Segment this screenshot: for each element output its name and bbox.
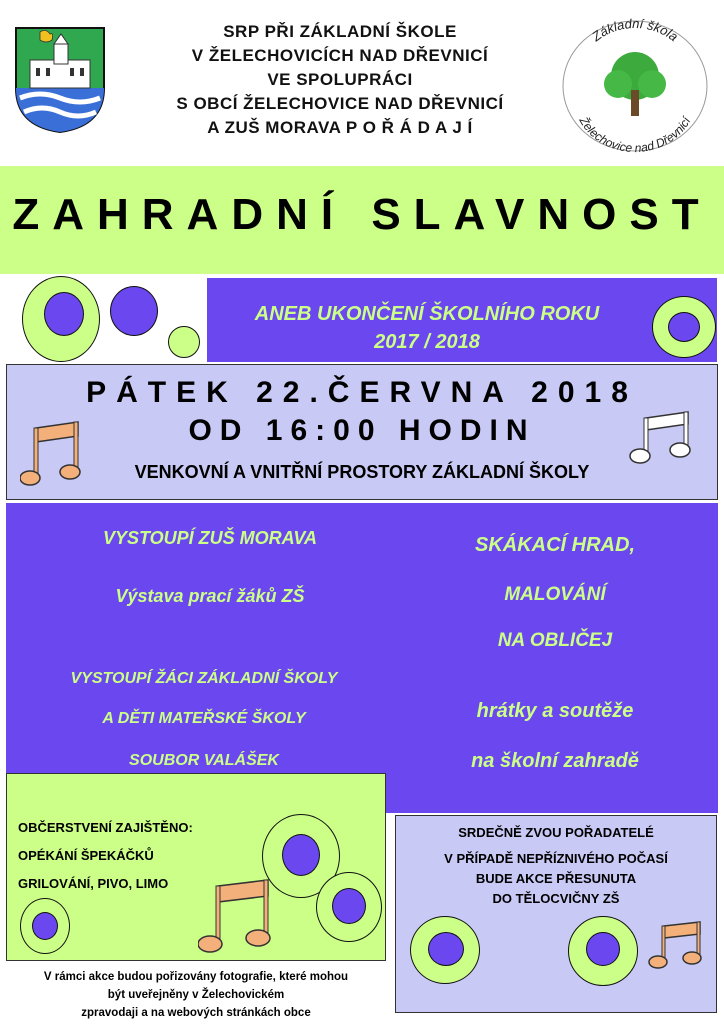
photo-notice: [6, 968, 386, 1022]
decor-circle: [332, 888, 366, 924]
music-note-icon: [20, 420, 86, 492]
organizer-line: A ZUŠ MORAVA P O Ř Á D A J Í: [207, 118, 473, 137]
music-note-icon: [198, 878, 274, 960]
organizers-block: [120, 20, 560, 140]
program-item: SOUBOR VALÁŠEK: [129, 752, 279, 769]
program-item: na školní zahradě: [471, 750, 639, 772]
refreshments-item: GRILOVÁNÍ, PIVO, LIMO: [18, 876, 169, 891]
decor-circle: [428, 932, 464, 966]
program-item: MALOVÁNÍ: [504, 584, 606, 605]
organizer-line: VE SPOLUPRÁCI: [267, 70, 413, 89]
refreshments-heading: OBČERSTVENÍ ZAJIŠTĚNO:: [18, 820, 193, 835]
subtitle: [207, 300, 647, 356]
decor-circle: [282, 834, 320, 876]
program-item: NA OBLIČEJ: [497, 630, 613, 651]
subtitle-line1: ANEB UKONČENÍ ŠKOLNÍHO ROKU: [254, 303, 600, 325]
decor-circle: [168, 326, 200, 358]
program-item: hrátky a soutěže: [476, 700, 634, 722]
event-title: ZAHRADNÍ SLAVNOST: [12, 190, 712, 239]
municipal-coat-of-arms-icon: [14, 26, 106, 134]
decor-circle: [44, 292, 84, 336]
photo-notice-line: V rámci akce budou pořizovány fotografie, které mohou: [43, 971, 349, 983]
organizer-line: S OBCÍ ŽELECHOVICE NAD DŘEVNICÍ: [176, 94, 504, 113]
decor-circle: [668, 312, 700, 342]
invitation-line: DO TĚLOCVIČNY ZŠ: [492, 891, 620, 906]
event-date: PÁTEK 22.ČERVNA 2018: [86, 376, 638, 409]
svg-text:Želechovice nad Dřevnicí: Želechovice nad Dřevnicí: [576, 114, 694, 154]
program-item: VYSTOUPÍ ZUŠ MORAVA: [102, 528, 318, 548]
organizer-line: SRP PŘI ZÁKLADNÍ ŠKOLE: [223, 22, 457, 41]
school-tree-logo-icon: [560, 18, 710, 154]
event-venue: VENKOVNÍ A VNITŘNÍ PROSTORY ZÁKLADNÍ ŠKOLY: [134, 462, 590, 482]
invitation-line: SRDEČNĚ ZVOU POŘADATELÉ: [458, 825, 654, 840]
decor-circle: [586, 932, 620, 966]
decor-circle: [32, 912, 58, 940]
refreshments-item: OPÉKÁNÍ ŠPEKÁČKŮ: [18, 848, 154, 863]
music-note-icon: [628, 410, 692, 470]
photo-notice-line: zpravodaji a na webových stránkách obce: [81, 1007, 311, 1019]
svg-text:Základní škola: Základní škola: [589, 18, 681, 45]
program-item: A DĚTI MATEŘSKÉ ŠKOLY: [102, 710, 306, 727]
program-item: VYSTOUPÍ ŽÁCI ZÁKLADNÍ ŠKOLY: [70, 670, 338, 687]
program-item: Výstava prací žáků ZŠ: [115, 586, 305, 606]
music-note-icon: [648, 920, 704, 974]
invitation-line: V PŘÍPADĚ NEPŘÍZNIVÉHO POČASÍ: [444, 851, 668, 866]
decor-circle: [110, 286, 158, 336]
invitation-line: BUDE AKCE PŘESUNUTA: [475, 871, 637, 886]
event-time: OD 16:00 HODIN: [188, 414, 536, 447]
program-item: SKÁKACÍ HRAD,: [475, 534, 635, 556]
subtitle-year: 2017 / 2018: [374, 331, 480, 353]
photo-notice-line: být uveřejněny v Želechovickém: [107, 989, 285, 1001]
organizer-line: V ŽELECHOVICÍCH NAD DŘEVNICÍ: [191, 46, 489, 65]
